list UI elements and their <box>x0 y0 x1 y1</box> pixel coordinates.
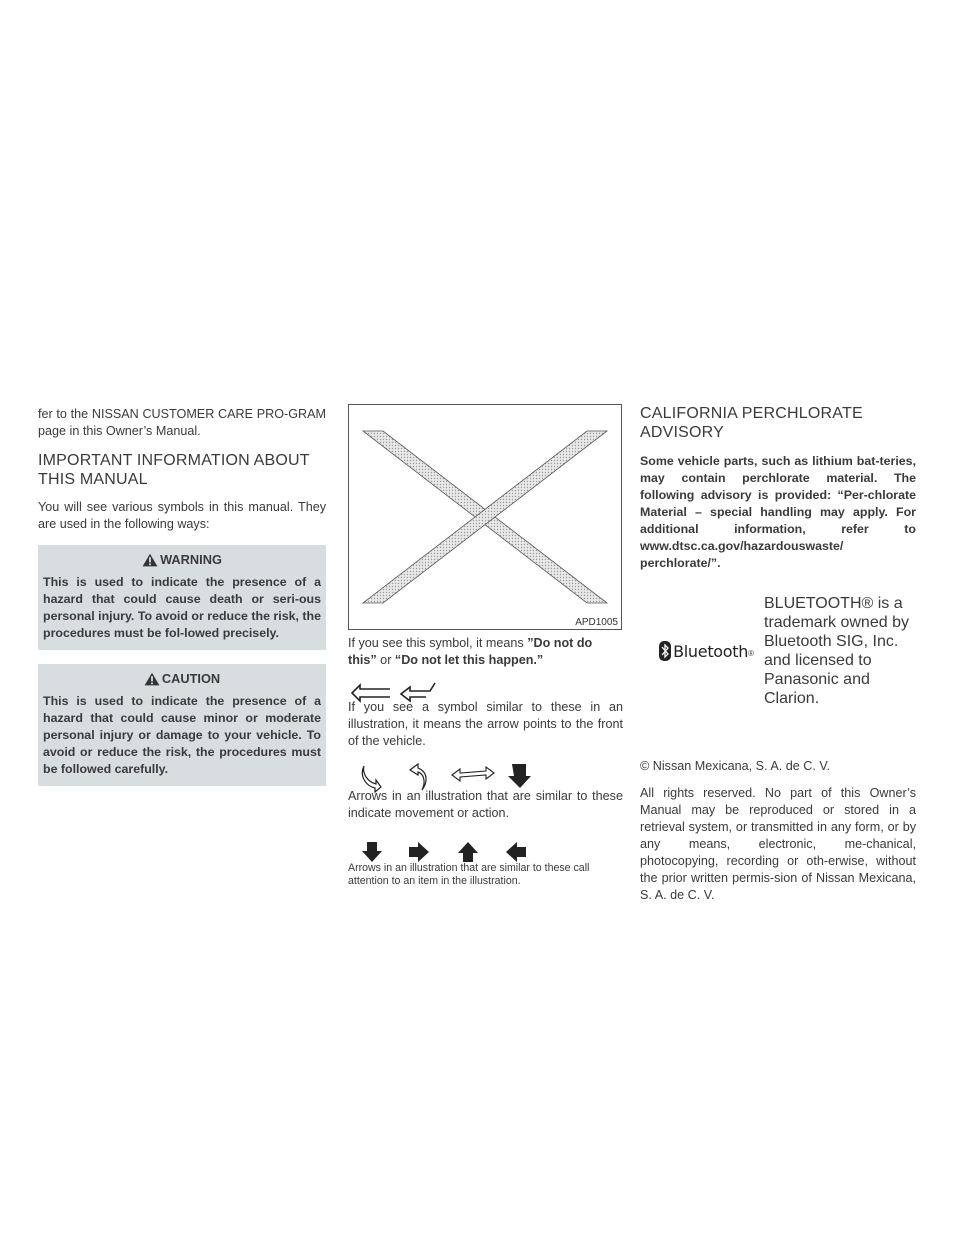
double-arrow-icon <box>450 766 496 784</box>
column-left <box>38 404 326 786</box>
warning-title: WARNING <box>160 552 222 567</box>
do-not-do-this-figure <box>348 404 622 630</box>
bent-arrow-icon <box>506 762 532 790</box>
symbol-meaning-prefix: If you see this symbol, it means <box>348 636 528 650</box>
caution-triangle-icon <box>144 672 160 686</box>
warning-triangle-icon <box>142 553 158 567</box>
caution-body: This is used to indicate the presence of a hazard that could cause minor or moderate personal injury or damage to your vehicle. To avoid or reduce the risk, the procedures must be followed carefully. <box>43 694 321 776</box>
curved-arrow-icon-1 <box>360 764 382 794</box>
caution-box <box>38 664 326 786</box>
bluetooth-logo-text: Bluetooth <box>673 641 749 661</box>
arrow-up-icon <box>458 842 478 862</box>
curved-arrow-icon-2 <box>408 762 430 792</box>
caution-title: CAUTION <box>161 671 221 686</box>
registered-mark: ® <box>748 649 754 658</box>
bluetooth-logo <box>640 641 754 661</box>
do-not-let-this-happen-text: “Do not let this happen.” <box>394 653 544 667</box>
figure-label: APD1005 <box>575 617 618 628</box>
column-middle <box>348 404 623 888</box>
front-arrows <box>348 683 623 707</box>
rights-text: All rights reserved. No part of this Owner’s Manual may be reproduced or stored in a retrieval system, or transmitted in any form, or by any means, electronic, me-chanical, photocopying, recording or oth-erwise, without the prior written permis-sion of Nissan Mexicana, S. A. de C. V. <box>640 786 916 902</box>
movement-arrows <box>348 768 623 796</box>
section-heading-important-info: IMPORTANT INFORMATION ABOUT THIS MANUAL <box>38 452 310 488</box>
arrow-right-icon <box>409 842 429 862</box>
attention-arrows <box>348 842 623 864</box>
movement-arrow-text: Arrows in an illustration that are similar to these indicate movement or action. <box>348 789 623 820</box>
warning-body: This is used to indicate the presence of a hazard that could cause death or seri-ous personal injury. To avoid or reduce the risk, the procedures must be fol-lowed precisely. <box>43 575 321 640</box>
bluetooth-trademark-text: BLUETOOTH® is a trademark owned by Bluetooth SIG, Inc. and licensed to Panasonic and Clarion. <box>764 595 909 707</box>
symbols-lead: You will see various symbols in this manual. They are used in the following ways: <box>38 500 326 531</box>
warning-box <box>38 545 326 650</box>
warning-header <box>43 552 321 567</box>
attention-arrow-text: Arrows in an illustration that are similar to these call attention to an item in the illustration. <box>348 862 590 887</box>
bluetooth-block <box>640 594 916 708</box>
front-arrow-icon <box>350 683 394 705</box>
bluetooth-rune-icon <box>659 641 671 661</box>
caution-header <box>43 671 321 686</box>
front-arrow-angled-icon <box>398 681 438 705</box>
arrow-left-icon <box>506 842 526 862</box>
copyright-text: © Nissan Mexicana, S. A. de C. V. <box>640 759 831 773</box>
arrow-down-icon <box>362 842 382 862</box>
perchlorate-advisory-text: Some vehicle parts, such as lithium bat-teries, may contain perchlorate material. The following advisory is provided: “Per-chlorate Material – special handling may apply. For additional information, refer to www.dtsc.ca.gov/hazardouswaste/ perchlorate/”. <box>640 454 916 570</box>
front-arrow-text: If you see a symbol similar to these in an illustration, it means the arrow points to the front of the vehicle. <box>348 700 623 748</box>
x-symbol-icon <box>349 405 621 629</box>
column-right <box>640 404 916 904</box>
do-not-do-this-text: ”Do not do this” <box>348 636 593 667</box>
section-heading-perchlorate: CALIFORNIA PERCHLORATE ADVISORY <box>640 405 863 441</box>
symbol-meaning-text <box>348 635 623 669</box>
symbol-or-text: or <box>376 653 395 667</box>
intro-text: fer to the NISSAN CUSTOMER CARE PRO-GRAM page in this Owner’s Manual. <box>38 407 326 438</box>
